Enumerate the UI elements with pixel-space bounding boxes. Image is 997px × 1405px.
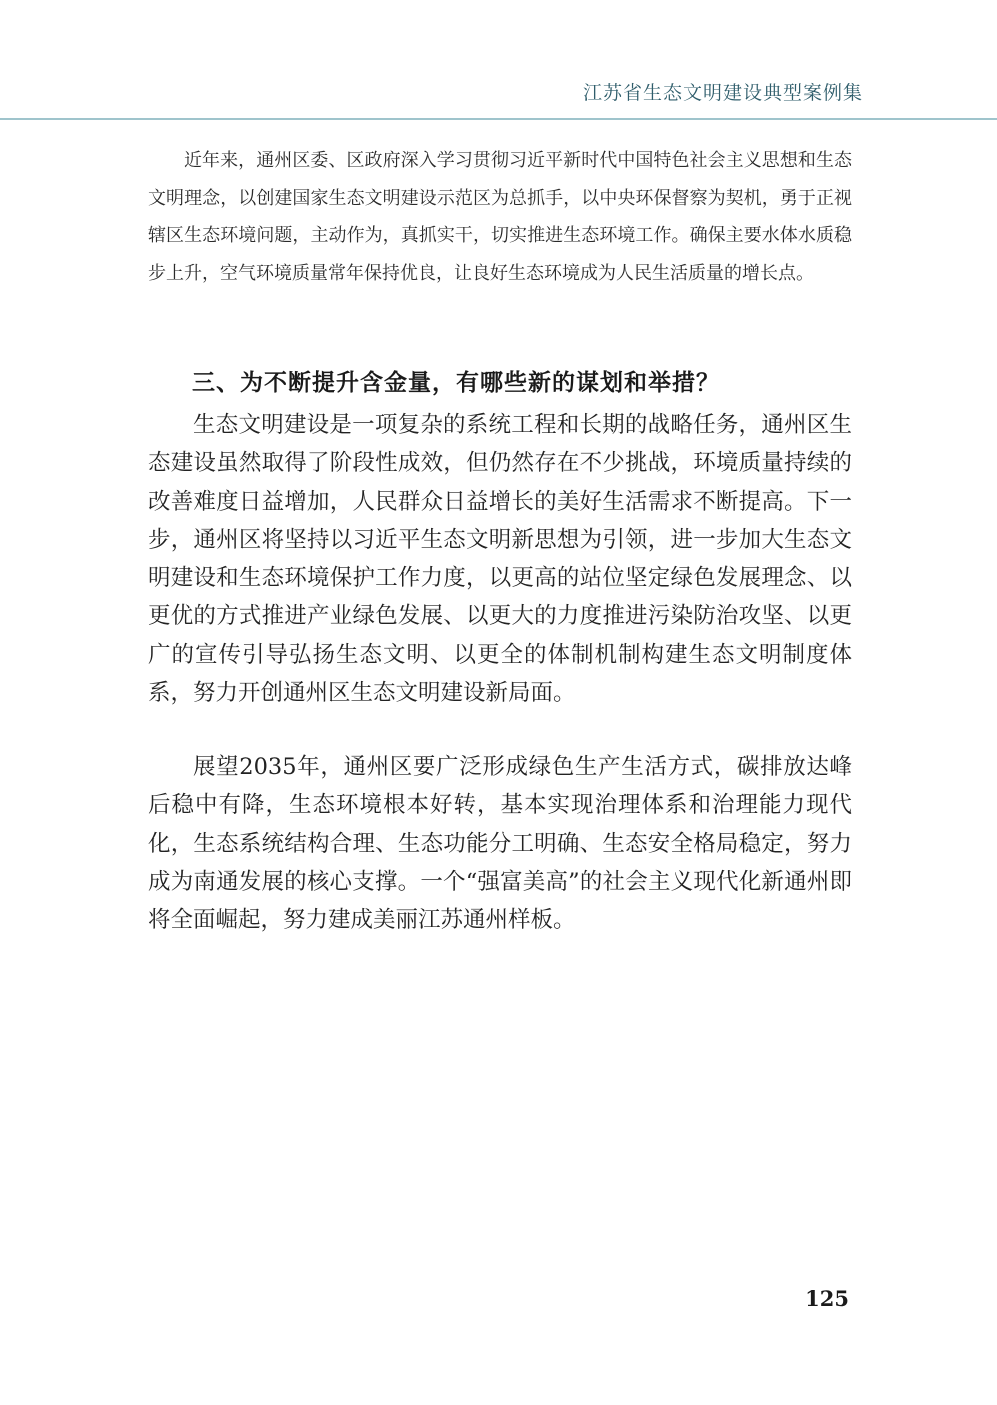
section-heading: 三、为不断提升含金量，有哪些新的谋划和举措？ — [192, 370, 720, 396]
page-number: 125 — [805, 1286, 849, 1311]
intro-paragraph: 近年来，通州区委、区政府深入学习贯彻习近平新时代中国特色社会主义思想和生态文明理念，以创建国家生态文明建设示范区为总抓手，以中央环保督察为契机，勇于正视辖区生态环境问题，主动作为，真抓实干，切实推进生态环境工作。确保主要水体水质稳步上升，空气环境质量常年保持优良，让良好生态环境成为人民生活质量的增长点。 — [148, 150, 852, 284]
body-paragraph-2: 展望2035年，通州区要广泛形成绿色生产生活方式，碳排放达峰后稳中有降，生态环境根本好转，基本实现治理体系和治理能力现代化，生态系统结构合理、生态功能分工明确、生态安全格局稳定，努力成为南通发展的核心支撑。一个“强富美高”的社会主义现代化新通州即将全面崛起，努力建成美丽江苏通州样板。 — [148, 754, 852, 934]
header-divider — [0, 118, 997, 120]
body-paragraph-1: 生态文明建设是一项复杂的系统工程和长期的战略任务，通州区生态建设虽然取得了阶段性成效，但仍然存在不少挑战，环境质量持续的改善难度日益增加，人民群众日益增长的美好生活需求不断提高。下一步，通州区将坚持以习近平生态文明新思想为引领，进一步加大生态文明建设和生态环境保护工作力度，以更高的站位坚定绿色发展理念、以更优的方式推进产业绿色发展、以更大的力度推进污染防治攻坚、以更广的宣传引导弘扬生态文明、以更全的体制机制构建生态文明制度体系，努力开创通州区生态文明建设新局面。 — [148, 412, 852, 707]
running-header: 江苏省生态文明建设典型案例集 — [582, 82, 863, 104]
